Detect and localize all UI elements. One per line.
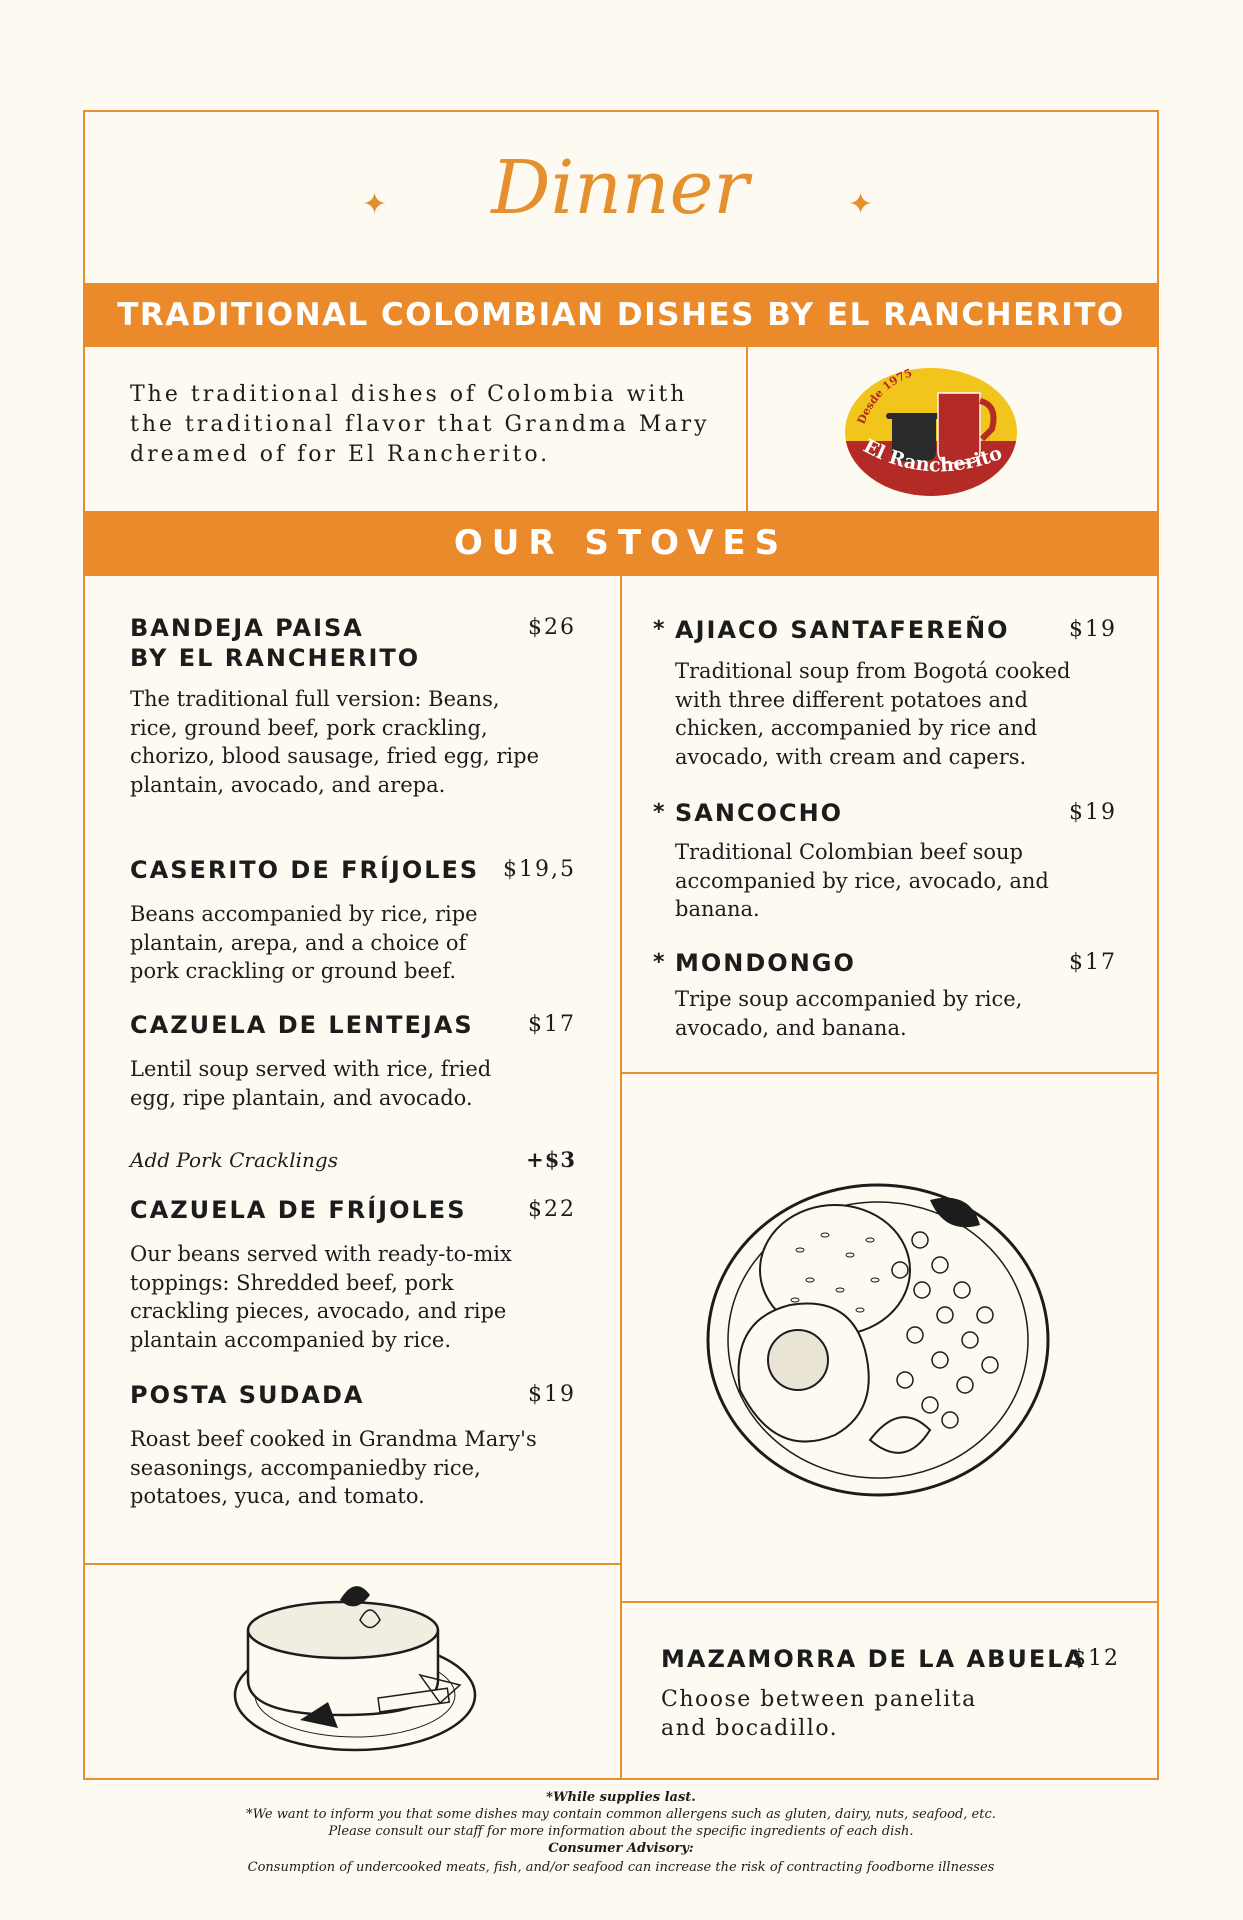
item-price: $17 [528, 1012, 576, 1037]
plate-illustration [700, 1140, 1090, 1520]
divider [746, 347, 748, 511]
item-price: $19 [1069, 800, 1117, 825]
item-name: CASERITO DE FRÍJOLES [130, 856, 480, 884]
addon-label: Add Pork Cracklings [130, 1148, 338, 1172]
item-description: Our beans served with ready-to-mix toppings: Shredded beef, pork crackling pieces, avocado, and ripe plantain accompanied by rice. [130, 1242, 512, 1352]
item-name: BANDEJA PAISA BY EL RANCHERITO [130, 614, 421, 672]
sparkle-icon: ✦ [848, 187, 874, 222]
divider [620, 576, 622, 1780]
item-name: CAZUELA DE LENTEJAS [130, 1011, 474, 1039]
item-description: Lentil soup served with rice, fried egg, ripe plantain, and avocado. [130, 1057, 492, 1110]
item-description: Roast beef cooked in Grandma Mary's seasonings, accompaniedby rice, potatoes, yuca, and tomato. [130, 1427, 537, 1508]
item-name: POSTA SUDADA [130, 1381, 365, 1409]
divider [83, 1563, 622, 1565]
intro-text: The traditional dishes of Colombia with the traditional flavor that Grandma Mary dreamed of for El Rancherito. [130, 382, 710, 467]
footer-supplies: *While supplies last. [546, 1790, 696, 1805]
item-description: Traditional soup from Bogotá cooked with three different potatoes and chicken, accompanied by rice and avocado, with cream and capers. [675, 659, 1071, 769]
addon-price: +$3 [526, 1147, 576, 1172]
item-description: Traditional Colombian beef soup accompanied by rice, avocado, and banana. [675, 840, 1049, 921]
item-name: CAZUELA DE FRÍJOLES [130, 1196, 467, 1224]
page-title: Dinner [491, 145, 749, 231]
item-marker: * [653, 950, 665, 975]
item-description: The traditional full version: Beans, rice, ground beef, pork crackling, chorizo, blood sausage, fried egg, ripe plantain, avocado, and arepa. [130, 687, 540, 797]
el-rancherito-logo [842, 355, 1020, 505]
footer-consult: Please consult our staff for more information about the specific ingredients of each dish. [328, 1824, 914, 1839]
item-description: Choose between panelita and bocadillo. [661, 1687, 977, 1741]
item-name: MONDONGO [675, 949, 856, 977]
item-marker: * [653, 617, 665, 642]
item-price: $22 [528, 1197, 576, 1222]
footer-advisory: Consumption of undercooked meats, fish, and/or seafood can increase the risk of contracting foodborne illnesses [247, 1860, 995, 1875]
soup-illustration [220, 1580, 480, 1760]
item-price: $19 [528, 1382, 576, 1407]
divider [620, 1601, 1159, 1603]
divider [620, 1072, 1159, 1074]
item-price: $19,5 [503, 857, 576, 882]
item-price: $26 [528, 615, 576, 640]
item-name: SANCOCHO [675, 799, 844, 827]
logo-name: El Rancherito [859, 435, 1006, 477]
sparkle-icon: ✦ [362, 187, 388, 222]
addon-row [130, 1145, 576, 1175]
item-marker: * [653, 800, 665, 825]
footer-allergen: *We want to inform you that some dishes may contain common allergens such as gluten, dairy, nuts, seafood, etc. [246, 1807, 996, 1822]
item-price: $19 [1069, 617, 1117, 642]
item-description: Tripe soup accompanied by rice, avocado, and banana. [675, 987, 1023, 1040]
item-price: $17 [1069, 950, 1117, 975]
item-description: Beans accompanied by rice, ripe plantain, arepa, and a choice of pork crackling or ground beef. [130, 902, 478, 983]
section-band: OUR STOVES [83, 511, 1159, 576]
item-name: MAZAMORRA DE LA ABUELA [661, 1645, 1086, 1673]
footer-advisory-title: Consumer Advisory: [548, 1841, 694, 1856]
subtitle-band: TRADITIONAL COLOMBIAN DISHES BY EL RANCHERITO [83, 283, 1159, 347]
item-price: $12 [1072, 1646, 1120, 1671]
logo-tagline: Desde 1975 [854, 366, 914, 427]
item-name: AJIACO SANTAFEREÑO [675, 616, 1010, 644]
